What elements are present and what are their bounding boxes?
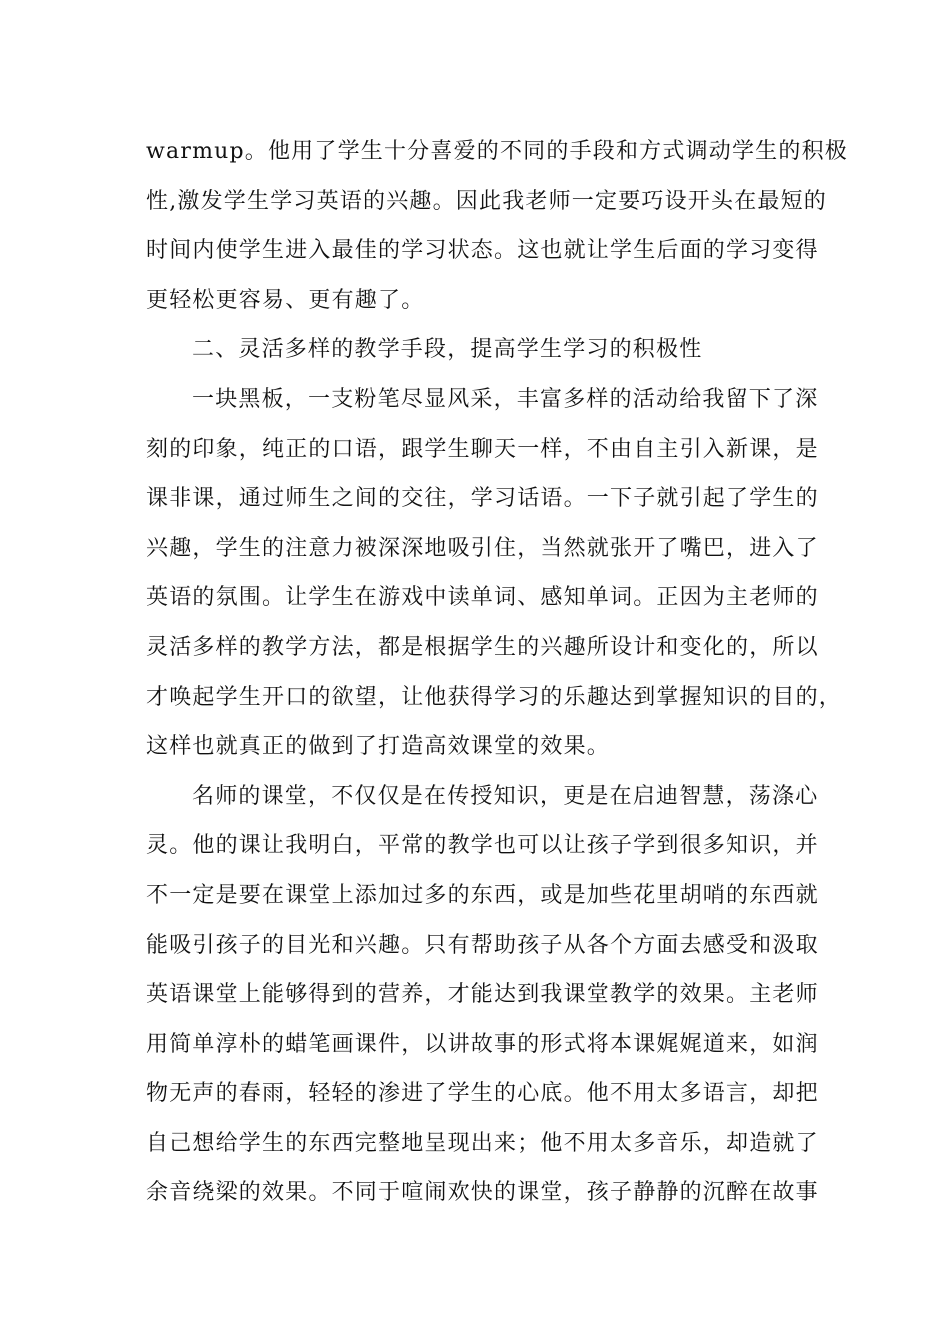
text-line: 性,激发学生学习英语的兴趣。因此我老师一定要巧设开头在最短的 — [146, 188, 827, 214]
section-heading: 二、灵活多样的教学手段，提高学生学习的积极性 — [192, 337, 703, 363]
text-line: 物无声的春雨，轻轻的渗进了学生的心底。他不用太多语言，却把 — [146, 1081, 819, 1107]
text-line: 英语课堂上能够得到的营养，才能达到我课堂教学的效果。主老师 — [146, 982, 819, 1008]
text-line: 这样也就真正的做到了打造高效课堂的效果。 — [146, 734, 611, 760]
text-line: 更轻松更容易、更有趣了。 — [146, 287, 425, 313]
text-line: 灵。他的课让我明白，平常的教学也可以让孩子学到很多知识，并 — [146, 833, 819, 859]
text-line: 灵活多样的教学方法，都是根据学生的兴趣所设计和变化的，所以 — [146, 634, 819, 660]
body-text — [146, 135, 848, 1226]
text-line: 名师的课堂，不仅仅是在传授知识，更是在启迪智慧，荡涤心 — [192, 783, 819, 809]
text-line: 课非课，通过师生之间的交往，学习话语。一下子就引起了学生的 — [146, 486, 819, 512]
text-line: 不一定是要在课堂上添加过多的东西，或是加些花里胡哨的东西就 — [146, 882, 819, 908]
text-line: 才唤起学生开口的欲望，让他获得学习的乐趣达到掌握知识的目的， — [146, 684, 843, 710]
text-line: 兴趣，学生的注意力被深深地吸引住，当然就张开了嘴巴，进入了 — [146, 535, 819, 561]
text-line: 用简单淳朴的蜡笔画课件，以讲故事的形式将本课娓娓道来，如润 — [146, 1031, 819, 1057]
text-line: 英语的氛围。让学生在游戏中读单词、感知单词。正因为主老师的 — [146, 585, 819, 611]
text-line: 能吸引孩子的目光和兴趣。只有帮助孩子从各个方面去感受和汲取 — [146, 932, 819, 958]
text-line: 余音绕梁的效果。不同于喧闹欢快的课堂，孩子静静的沉醉在故事 — [146, 1180, 819, 1206]
text-line: 自己想给学生的东西完整地呈现出来；他不用太多音乐，却造就了 — [146, 1130, 819, 1156]
text-line: 时间内使学生进入最佳的学习状态。这也就让学生后面的学习变得 — [146, 238, 819, 264]
text-line: 一块黑板，一支粉笔尽显风采，丰富多样的活动给我留下了深 — [192, 386, 819, 412]
text-line: warmup。他用了学生十分喜爱的不同的手段和方式调动学生的积极 — [146, 139, 848, 164]
text-line: 刻的印象，纯正的口语，跟学生聊天一样，不由自主引入新课，是 — [146, 436, 819, 462]
